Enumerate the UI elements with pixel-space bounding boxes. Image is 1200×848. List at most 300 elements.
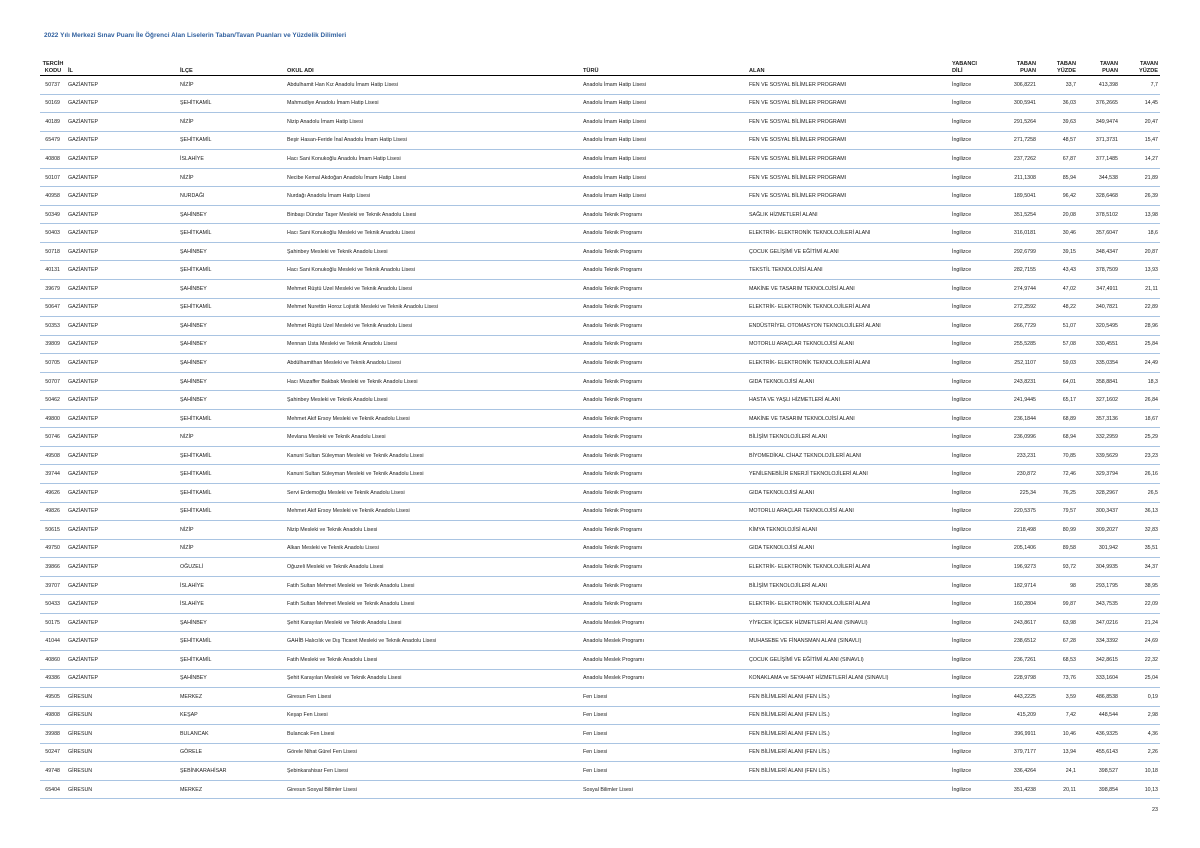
cell-dil: İngilizce <box>950 725 996 744</box>
cell-dil: İngilizce <box>950 521 996 540</box>
cell-taban-yuzde: 30,46 <box>1038 224 1078 243</box>
cell-taban-puan: 316,0181 <box>996 224 1038 243</box>
cell-dil: İngilizce <box>950 113 996 132</box>
table-row <box>40 743 1160 762</box>
cell-ilce: NURDAĞI <box>178 187 285 206</box>
cell-alan: ENDÜSTRİYEL OTOMASYON TEKNOLOJİLERİ ALANI <box>747 317 950 336</box>
cell-taban-yuzde: 73,76 <box>1038 669 1078 688</box>
cell-kod: 39707 <box>40 576 66 595</box>
cell-tavan-yuzde: 24,69 <box>1120 632 1160 651</box>
cell-tavan-puan: 448,544 <box>1078 706 1120 725</box>
cell-taban-puan: 236,1844 <box>996 409 1038 428</box>
cell-okul: Mehmet Akif Ersoy Mesleki ve Teknik Anadolu Lisesi <box>285 502 581 521</box>
cell-taban-puan: 306,8221 <box>996 76 1038 95</box>
cell-il: GAZİANTEP <box>66 168 178 187</box>
cell-il: GAZİANTEP <box>66 242 178 261</box>
cell-alan: FEN VE SOSYAL BİLİMLER PROGRAMI <box>747 113 950 132</box>
cell-ilce: ŞEHİTKAMİL <box>178 502 285 521</box>
cell-taban-yuzde: 48,57 <box>1038 131 1078 150</box>
scores-table <box>40 54 1160 799</box>
table-body <box>40 76 1160 799</box>
cell-dil: İngilizce <box>950 391 996 410</box>
cell-dil: İngilizce <box>950 650 996 669</box>
cell-tavan-yuzde: 10,18 <box>1120 762 1160 781</box>
cell-okul: Giresun Sosyal Bilimler Lisesi <box>285 780 581 799</box>
cell-alan: BİLİŞİM TEKNOLOJİLERİ ALANI <box>747 576 950 595</box>
cell-tavan-yuzde: 28,96 <box>1120 317 1160 336</box>
cell-alan <box>747 780 950 799</box>
table-row <box>40 168 1160 187</box>
cell-kod: 40131 <box>40 261 66 280</box>
cell-tavan-puan: 339,5629 <box>1078 446 1120 465</box>
cell-alan: MOTORLU ARAÇLAR TEKNOLOJİSİ ALANI <box>747 335 950 354</box>
cell-il: GAZİANTEP <box>66 539 178 558</box>
cell-tavan-yuzde: 21,24 <box>1120 613 1160 632</box>
cell-taban-yuzde: 68,53 <box>1038 650 1078 669</box>
cell-turu: Anadolu Teknik Programı <box>581 484 747 503</box>
cell-kod: 50349 <box>40 205 66 224</box>
cell-tavan-puan: 300,3437 <box>1078 502 1120 521</box>
table-row <box>40 261 1160 280</box>
cell-tavan-yuzde: 26,5 <box>1120 484 1160 503</box>
cell-turu: Anadolu İmam Hatip Lisesi <box>581 113 747 132</box>
table-row <box>40 558 1160 577</box>
cell-turu: Anadolu Meslek Programı <box>581 669 747 688</box>
cell-dil: İngilizce <box>950 595 996 614</box>
cell-turu: Anadolu Teknik Programı <box>581 224 747 243</box>
cell-taban-yuzde: 80,99 <box>1038 521 1078 540</box>
cell-alan: YENİLENEBİLİR ENERJİ TEKNOLOJİLERİ ALANI <box>747 465 950 484</box>
cell-alan: FEN VE SOSYAL BİLİMLER PROGRAMI <box>747 131 950 150</box>
cell-okul: Hacı Muzaffer Bakbak Mesleki ve Teknik Anadolu Lisesi <box>285 372 581 391</box>
cell-dil: İngilizce <box>950 372 996 391</box>
cell-turu: Anadolu Teknik Programı <box>581 205 747 224</box>
table-row <box>40 224 1160 243</box>
cell-okul: Mahmudiye Anadolu İmam Hatip Lisesi <box>285 94 581 113</box>
cell-tavan-puan: 333,1604 <box>1078 669 1120 688</box>
cell-il: GAZİANTEP <box>66 280 178 299</box>
cell-taban-yuzde: 3,59 <box>1038 688 1078 707</box>
cell-taban-puan: 351,4238 <box>996 780 1038 799</box>
cell-taban-puan: 443,2225 <box>996 688 1038 707</box>
cell-okul: Fatih Mesleki ve Teknik Anadolu Lisesi <box>285 650 581 669</box>
cell-dil: İngilizce <box>950 669 996 688</box>
cell-tavan-yuzde: 2,98 <box>1120 706 1160 725</box>
cell-turu: Anadolu Teknik Programı <box>581 409 747 428</box>
cell-turu: Anadolu Teknik Programı <box>581 558 747 577</box>
cell-ilce: ŞAHİNBEY <box>178 280 285 299</box>
cell-okul: Abdülhamithan Mesleki ve Teknik Anadolu Lisesi <box>285 354 581 373</box>
cell-turu: Anadolu Teknik Programı <box>581 502 747 521</box>
cell-tavan-puan: 347,4911 <box>1078 280 1120 299</box>
col-header-il: İL <box>66 54 178 76</box>
cell-kod: 49800 <box>40 409 66 428</box>
cell-turu: Anadolu Teknik Programı <box>581 446 747 465</box>
cell-taban-puan: 196,9273 <box>996 558 1038 577</box>
cell-il: GAZİANTEP <box>66 669 178 688</box>
cell-turu: Anadolu Teknik Programı <box>581 391 747 410</box>
cell-dil: İngilizce <box>950 780 996 799</box>
cell-alan: GIDA TEKNOLOJİSİ ALANI <box>747 372 950 391</box>
cell-tavan-puan: 436,9325 <box>1078 725 1120 744</box>
cell-alan: BİYOMEDİKAL CİHAZ TEKNOLOJİLERİ ALANI <box>747 446 950 465</box>
cell-turu: Anadolu Teknik Programı <box>581 335 747 354</box>
cell-taban-puan: 182,9714 <box>996 576 1038 595</box>
cell-kod: 49508 <box>40 446 66 465</box>
cell-tavan-puan: 398,854 <box>1078 780 1120 799</box>
cell-okul: Kanuni Sultan Süleyman Mesleki ve Teknik Anadolu Lisesi <box>285 446 581 465</box>
cell-turu: Fen Lisesi <box>581 743 747 762</box>
cell-tavan-yuzde: 7,7 <box>1120 76 1160 95</box>
cell-okul: Nizip Anadolu İmam Hatip Lisesi <box>285 113 581 132</box>
table-row <box>40 632 1160 651</box>
cell-alan: ELEKTRİK- ELEKTRONİK TEKNOLOJİLERİ ALANI <box>747 595 950 614</box>
col-header-tavan-yuzde: TAVAN YÜZDE <box>1120 54 1160 76</box>
cell-taban-puan: 236,0996 <box>996 428 1038 447</box>
cell-turu: Anadolu Teknik Programı <box>581 595 747 614</box>
cell-tavan-yuzde: 23,23 <box>1120 446 1160 465</box>
cell-tavan-puan: 378,7509 <box>1078 261 1120 280</box>
cell-il: GİRESUN <box>66 762 178 781</box>
cell-kod: 41044 <box>40 632 66 651</box>
cell-okul: Keşap Fen Lisesi <box>285 706 581 725</box>
cell-kod: 49750 <box>40 539 66 558</box>
cell-ilce: ŞEHİTKAMİL <box>178 298 285 317</box>
cell-alan: FEN VE SOSYAL BİLİMLER PROGRAMI <box>747 94 950 113</box>
cell-turu: Anadolu Teknik Programı <box>581 539 747 558</box>
cell-tavan-yuzde: 13,93 <box>1120 261 1160 280</box>
col-header-taban-puan: TABAN PUAN <box>996 54 1038 76</box>
cell-tavan-yuzde: 26,16 <box>1120 465 1160 484</box>
cell-turu: Anadolu Teknik Programı <box>581 465 747 484</box>
cell-taban-yuzde: 72,46 <box>1038 465 1078 484</box>
cell-okul: Necibe Kemal Akdoğan Anadolu İmam Hatip Lisesi <box>285 168 581 187</box>
cell-alan: YİYECEK İÇECEK HİZMETLERİ ALANI (SINAVLI) <box>747 613 950 632</box>
cell-il: GAZİANTEP <box>66 317 178 336</box>
cell-il: GAZİANTEP <box>66 576 178 595</box>
cell-dil: İngilizce <box>950 613 996 632</box>
cell-taban-puan: 300,5941 <box>996 94 1038 113</box>
cell-alan: ÇOCUK GELİŞİMİ VE EĞİTİMİ ALANI (SINAVLI) <box>747 650 950 669</box>
cell-tavan-yuzde: 21,89 <box>1120 168 1160 187</box>
table-row <box>40 465 1160 484</box>
cell-alan: SAĞLIK HİZMETLERİ ALANI <box>747 205 950 224</box>
cell-taban-puan: 237,7262 <box>996 150 1038 169</box>
cell-kod: 50462 <box>40 391 66 410</box>
cell-tavan-yuzde: 18,6 <box>1120 224 1160 243</box>
cell-ilce: OĞUZELİ <box>178 558 285 577</box>
cell-dil: İngilizce <box>950 706 996 725</box>
cell-taban-puan: 396,9911 <box>996 725 1038 744</box>
cell-kod: 50737 <box>40 76 66 95</box>
cell-kod: 40860 <box>40 650 66 669</box>
cell-turu: Anadolu Teknik Programı <box>581 280 747 299</box>
cell-kod: 49505 <box>40 688 66 707</box>
cell-tavan-yuzde: 18,67 <box>1120 409 1160 428</box>
cell-turu: Anadolu İmam Hatip Lisesi <box>581 150 747 169</box>
table-row <box>40 76 1160 95</box>
cell-alan: GIDA TEKNOLOJİSİ ALANI <box>747 484 950 503</box>
cell-tavan-puan: 335,0354 <box>1078 354 1120 373</box>
cell-taban-puan: 282,7155 <box>996 261 1038 280</box>
cell-taban-yuzde: 33,7 <box>1038 76 1078 95</box>
cell-kod: 40808 <box>40 150 66 169</box>
cell-taban-yuzde: 76,25 <box>1038 484 1078 503</box>
table-row <box>40 669 1160 688</box>
cell-tavan-puan: 309,2027 <box>1078 521 1120 540</box>
cell-alan: ELEKTRİK- ELEKTRONİK TEKNOLOJİLERİ ALANI <box>747 354 950 373</box>
cell-kod: 49626 <box>40 484 66 503</box>
cell-ilce: ŞAHİNBEY <box>178 354 285 373</box>
cell-okul: Hacı Sani Konukoğlu Anadolu İmam Hatip Lisesi <box>285 150 581 169</box>
cell-ilce: ŞEHİTKAMİL <box>178 261 285 280</box>
cell-taban-yuzde: 7,42 <box>1038 706 1078 725</box>
cell-tavan-yuzde: 25,29 <box>1120 428 1160 447</box>
table-row <box>40 150 1160 169</box>
cell-alan: FEN BİLİMLERİ ALANI (FEN LİS.) <box>747 688 950 707</box>
cell-taban-yuzde: 68,94 <box>1038 428 1078 447</box>
cell-okul: Mehmet Rüştü Uzel Mesleki ve Teknik Anadolu Lisesi <box>285 317 581 336</box>
cell-taban-puan: 415,209 <box>996 706 1038 725</box>
table-row <box>40 187 1160 206</box>
cell-turu: Fen Lisesi <box>581 762 747 781</box>
cell-kod: 50247 <box>40 743 66 762</box>
cell-il: GAZİANTEP <box>66 261 178 280</box>
cell-taban-puan: 266,7729 <box>996 317 1038 336</box>
cell-okul: Oğuzeli Mesleki ve Teknik Anadolu Lisesi <box>285 558 581 577</box>
cell-turu: Anadolu Teknik Programı <box>581 261 747 280</box>
cell-taban-yuzde: 59,03 <box>1038 354 1078 373</box>
cell-ilce: NİZİP <box>178 76 285 95</box>
cell-kod: 65479 <box>40 131 66 150</box>
cell-taban-yuzde: 51,07 <box>1038 317 1078 336</box>
cell-okul: Mevlana Mesleki ve Teknik Anadolu Lisesi <box>285 428 581 447</box>
table-row <box>40 688 1160 707</box>
cell-okul: Bulancak Fen Lisesi <box>285 725 581 744</box>
cell-taban-puan: 291,5264 <box>996 113 1038 132</box>
cell-tavan-yuzde: 20,47 <box>1120 113 1160 132</box>
cell-tavan-puan: 334,3392 <box>1078 632 1120 651</box>
cell-turu: Fen Lisesi <box>581 688 747 707</box>
cell-il: GAZİANTEP <box>66 131 178 150</box>
page-title: 2022 Yılı Merkezi Sınav Puanı İle Öğrenci Alan Liselerin Taban/Tavan Puanları ve Yüzdelik Dilimleri <box>44 32 347 39</box>
cell-ilce: GÖRELE <box>178 743 285 762</box>
table-row <box>40 205 1160 224</box>
cell-taban-puan: 379,7177 <box>996 743 1038 762</box>
cell-tavan-yuzde: 14,27 <box>1120 150 1160 169</box>
cell-turu: Anadolu Teknik Programı <box>581 428 747 447</box>
cell-alan: KİMYA TEKNOLOJİSİ ALANI <box>747 521 950 540</box>
cell-ilce: ŞEHİTKAMİL <box>178 632 285 651</box>
cell-tavan-puan: 304,9935 <box>1078 558 1120 577</box>
cell-il: GAZİANTEP <box>66 446 178 465</box>
cell-dil: İngilizce <box>950 280 996 299</box>
table-row <box>40 280 1160 299</box>
cell-taban-puan: 211,1308 <box>996 168 1038 187</box>
cell-okul: Şehit Karayılan Mesleki ve Teknik Anadolu Lisesi <box>285 613 581 632</box>
cell-ilce: MERKEZ <box>178 780 285 799</box>
cell-taban-puan: 218,498 <box>996 521 1038 540</box>
cell-taban-puan: 271,7258 <box>996 131 1038 150</box>
cell-taban-puan: 252,1107 <box>996 354 1038 373</box>
table-row <box>40 354 1160 373</box>
cell-il: GİRESUN <box>66 706 178 725</box>
cell-tavan-yuzde: 15,47 <box>1120 131 1160 150</box>
cell-okul: Binbaşı Dündar Taşer Mesleki ve Teknik Anadolu Lisesi <box>285 205 581 224</box>
cell-kod: 50705 <box>40 354 66 373</box>
cell-okul: Şahinbey Mesleki ve Teknik Anadolu Lisesi <box>285 242 581 261</box>
cell-okul: Nurdağı Anadolu İmam Hatip Lisesi <box>285 187 581 206</box>
table-row <box>40 780 1160 799</box>
cell-tavan-puan: 357,6047 <box>1078 224 1120 243</box>
cell-ilce: ŞAHİNBEY <box>178 205 285 224</box>
cell-dil: İngilizce <box>950 428 996 447</box>
cell-dil: İngilizce <box>950 354 996 373</box>
cell-tavan-puan: 377,1485 <box>1078 150 1120 169</box>
cell-dil: İngilizce <box>950 446 996 465</box>
cell-taban-yuzde: 65,17 <box>1038 391 1078 410</box>
cell-taban-yuzde: 39,15 <box>1038 242 1078 261</box>
cell-alan: GIDA TEKNOLOJİSİ ALANI <box>747 539 950 558</box>
cell-okul: Alkan Mesleki ve Teknik Anadolu Lisesi <box>285 539 581 558</box>
cell-tavan-puan: 348,4347 <box>1078 242 1120 261</box>
cell-alan: FEN VE SOSYAL BİLİMLER PROGRAMI <box>747 76 950 95</box>
cell-taban-puan: 255,5285 <box>996 335 1038 354</box>
col-header-turu: TÜRÜ <box>581 54 747 76</box>
cell-turu: Anadolu Teknik Programı <box>581 354 747 373</box>
cell-taban-puan: 189,5041 <box>996 187 1038 206</box>
col-header-dil: YABANCI DİLİ <box>950 54 996 76</box>
page-number: 23 <box>1152 807 1158 813</box>
cell-okul: Mennan Usta Mesleki ve Teknik Anadolu Lisesi <box>285 335 581 354</box>
cell-dil: İngilizce <box>950 150 996 169</box>
cell-il: GAZİANTEP <box>66 113 178 132</box>
cell-kod: 49826 <box>40 502 66 521</box>
col-header-tavan-puan: TAVAN PUAN <box>1078 54 1120 76</box>
table-row <box>40 762 1160 781</box>
cell-taban-yuzde: 96,42 <box>1038 187 1078 206</box>
cell-dil: İngilizce <box>950 187 996 206</box>
cell-turu: Anadolu İmam Hatip Lisesi <box>581 168 747 187</box>
cell-dil: İngilizce <box>950 762 996 781</box>
cell-tavan-yuzde: 21,11 <box>1120 280 1160 299</box>
cell-tavan-puan: 328,2967 <box>1078 484 1120 503</box>
cell-dil: İngilizce <box>950 298 996 317</box>
cell-ilce: ŞEHİTKAMİL <box>178 409 285 428</box>
cell-okul: Servi Erdemoğlu Mesleki ve Teknik Anadolu Lisesi <box>285 484 581 503</box>
cell-taban-yuzde: 39,63 <box>1038 113 1078 132</box>
cell-taban-yuzde: 67,87 <box>1038 150 1078 169</box>
cell-taban-puan: 225,34 <box>996 484 1038 503</box>
cell-tavan-yuzde: 20,87 <box>1120 242 1160 261</box>
table-row <box>40 613 1160 632</box>
cell-tavan-puan: 455,6143 <box>1078 743 1120 762</box>
cell-alan: FEN BİLİMLERİ ALANI (FEN LİS.) <box>747 706 950 725</box>
col-header-ilce: İLÇE <box>178 54 285 76</box>
cell-taban-yuzde: 20,11 <box>1038 780 1078 799</box>
cell-kod: 50746 <box>40 428 66 447</box>
cell-tavan-yuzde: 25,04 <box>1120 669 1160 688</box>
cell-taban-yuzde: 89,58 <box>1038 539 1078 558</box>
cell-kod: 50615 <box>40 521 66 540</box>
cell-alan: FEN VE SOSYAL BİLİMLER PROGRAMI <box>747 187 950 206</box>
cell-tavan-yuzde: 32,83 <box>1120 521 1160 540</box>
cell-tavan-puan: 349,9474 <box>1078 113 1120 132</box>
cell-dil: İngilizce <box>950 168 996 187</box>
cell-taban-puan: 233,231 <box>996 446 1038 465</box>
cell-taban-puan: 272,2592 <box>996 298 1038 317</box>
cell-turu: Anadolu İmam Hatip Lisesi <box>581 187 747 206</box>
cell-okul: Hacı Sani Konukoğlu Mesleki ve Teknik Anadolu Lisesi <box>285 224 581 243</box>
table-row <box>40 409 1160 428</box>
cell-alan: FEN VE SOSYAL BİLİMLER PROGRAMI <box>747 168 950 187</box>
cell-tavan-yuzde: 24,49 <box>1120 354 1160 373</box>
cell-tavan-puan: 327,1602 <box>1078 391 1120 410</box>
cell-tavan-yuzde: 25,84 <box>1120 335 1160 354</box>
cell-tavan-puan: 340,7821 <box>1078 298 1120 317</box>
header-row <box>40 54 1160 76</box>
cell-tavan-yuzde: 2,26 <box>1120 743 1160 762</box>
cell-tavan-yuzde: 36,13 <box>1120 502 1160 521</box>
cell-il: GAZİANTEP <box>66 409 178 428</box>
cell-taban-puan: 351,5254 <box>996 205 1038 224</box>
cell-okul: Mehmet Nurettin Horoz Lojistik Mesleki ve Teknik Anadolu Lisesi <box>285 298 581 317</box>
cell-il: GAZİANTEP <box>66 224 178 243</box>
cell-taban-yuzde: 20,08 <box>1038 205 1078 224</box>
table-row <box>40 446 1160 465</box>
cell-turu: Fen Lisesi <box>581 706 747 725</box>
cell-alan: FEN BİLİMLERİ ALANI (FEN LİS.) <box>747 725 950 744</box>
cell-ilce: ŞEHİTKAMİL <box>178 446 285 465</box>
cell-tavan-puan: 357,3136 <box>1078 409 1120 428</box>
cell-kod: 39988 <box>40 725 66 744</box>
cell-okul: Fatih Sultan Mehmet Mesleki ve Teknik Anadolu Lisesi <box>285 595 581 614</box>
cell-taban-yuzde: 79,57 <box>1038 502 1078 521</box>
cell-turu: Anadolu Teknik Programı <box>581 372 747 391</box>
cell-ilce: ŞEHİTKAMİL <box>178 94 285 113</box>
cell-taban-puan: 274,9744 <box>996 280 1038 299</box>
cell-kod: 39809 <box>40 335 66 354</box>
col-header-kod: TERCİH KODU <box>40 54 66 76</box>
cell-ilce: ŞAHİNBEY <box>178 317 285 336</box>
cell-tavan-puan: 320,5495 <box>1078 317 1120 336</box>
cell-dil: İngilizce <box>950 409 996 428</box>
cell-taban-yuzde: 99,87 <box>1038 595 1078 614</box>
cell-kod: 50707 <box>40 372 66 391</box>
cell-ilce: NİZİP <box>178 521 285 540</box>
cell-taban-puan: 220,5375 <box>996 502 1038 521</box>
cell-kod: 50647 <box>40 298 66 317</box>
cell-kod: 40958 <box>40 187 66 206</box>
cell-turu: Anadolu Teknik Programı <box>581 576 747 595</box>
cell-alan: ÇOCUK GELİŞİMİ VE EĞİTİMİ ALANI <box>747 242 950 261</box>
cell-turu: Anadolu İmam Hatip Lisesi <box>581 76 747 95</box>
cell-il: GİRESUN <box>66 688 178 707</box>
cell-tavan-yuzde: 35,51 <box>1120 539 1160 558</box>
cell-il: GAZİANTEP <box>66 428 178 447</box>
table-row <box>40 298 1160 317</box>
table-row <box>40 484 1160 503</box>
cell-taban-puan: 238,6512 <box>996 632 1038 651</box>
cell-ilce: ŞAHİNBEY <box>178 372 285 391</box>
cell-tavan-yuzde: 22,09 <box>1120 595 1160 614</box>
cell-tavan-puan: 343,7535 <box>1078 595 1120 614</box>
cell-il: GİRESUN <box>66 743 178 762</box>
cell-alan: HASTA VE YAŞLI HİZMETLERİ ALANI <box>747 391 950 410</box>
cell-il: GAZİANTEP <box>66 76 178 95</box>
cell-il: GAZİANTEP <box>66 391 178 410</box>
cell-tavan-puan: 371,3731 <box>1078 131 1120 150</box>
